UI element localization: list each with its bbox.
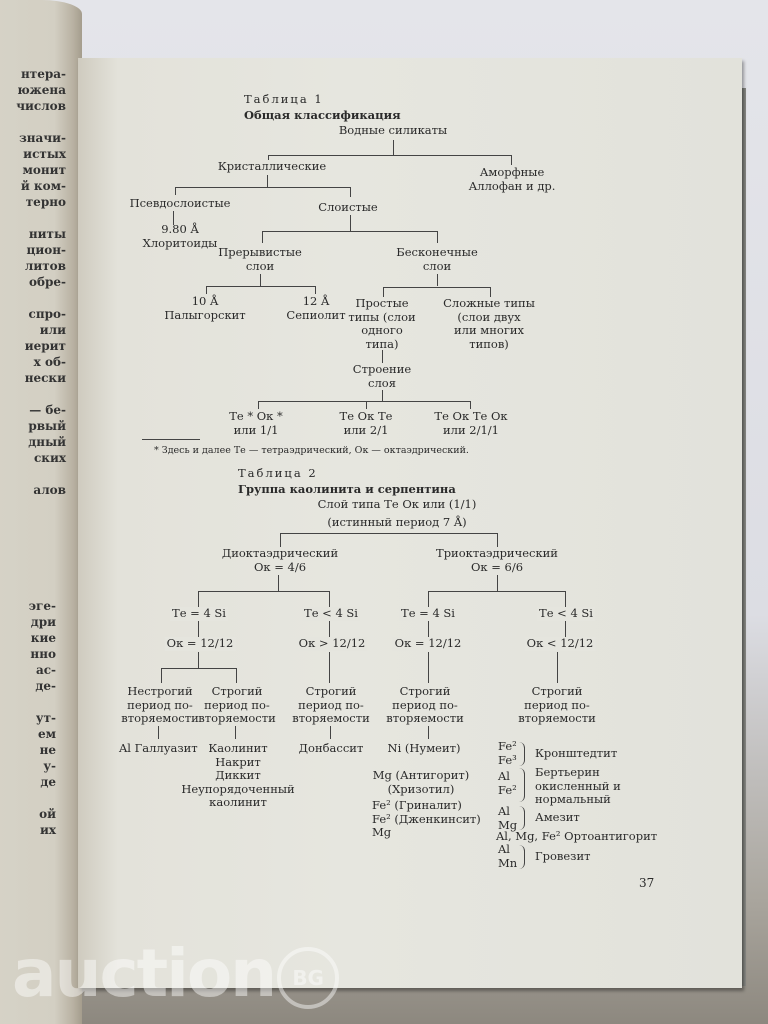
node-te-ok-te: Те Ок Те или 2/1 bbox=[339, 409, 393, 437]
mineral-kaolinite-group: Каолинит Накрит Диккит Неупорядоченный каолинит bbox=[181, 741, 295, 809]
berthierine-elements: Al Fe² bbox=[498, 769, 517, 797]
node-amorphous: Аморфные Аллофан и др. bbox=[468, 165, 556, 193]
brace-icon bbox=[519, 742, 525, 766]
node-layer-type: Слой типа Те Ок или (1/1) bbox=[317, 497, 477, 511]
period-strict-3: Строгий период по- вторяемости bbox=[386, 684, 464, 725]
node-crystalline: Кристаллические bbox=[217, 159, 327, 173]
branch-2-ok: Ок > 12/12 bbox=[298, 636, 366, 650]
mineral-donbassite: Донбассит bbox=[298, 741, 364, 755]
table-1-title: Общая классификация bbox=[244, 108, 401, 122]
node-water-silicates: Водные силикаты bbox=[338, 123, 448, 137]
node-sepiolite: 12 Å Сепиолит bbox=[286, 294, 346, 322]
node-chloritoids: 9.80 Å Хлоритоиды bbox=[142, 222, 218, 250]
brace-icon bbox=[519, 768, 525, 802]
branch-4-te: Те < 4 Si bbox=[539, 606, 593, 620]
branch-2-te: Те < 4 Si bbox=[304, 606, 358, 620]
mineral-antigorite: Mg (Антигорит) (Хризотил) bbox=[372, 768, 470, 796]
node-dioctahedral: Диоктаэдрический Ок = 4/6 bbox=[221, 546, 339, 574]
node-discontinuous-layers: Прерывистые слои bbox=[218, 245, 302, 273]
branch-1-ok: Ок = 12/12 bbox=[166, 636, 234, 650]
left-page-text-top: нтера- южена числов значи- истых монит й ком- терно ниты цион- литов обре- спро- или иерит х об- нески — бе- рвый дный ских алов bbox=[16, 67, 66, 497]
period-strict-2: Строгий период по- вторяемости bbox=[292, 684, 370, 725]
brace-icon bbox=[519, 845, 525, 869]
node-true-period: (истинный период 7 Å) bbox=[327, 515, 467, 529]
mineral-amesite: Амезит bbox=[535, 810, 580, 824]
footnote-rule bbox=[142, 439, 200, 440]
branch-3-ok: Ок = 12/12 bbox=[394, 636, 462, 650]
node-complex-types: Сложные типы (слои двух или многих типов) bbox=[443, 296, 535, 351]
cronstedtite-elements: Fe² Fe³ bbox=[498, 739, 517, 767]
branch-4-ok: Ок < 12/12 bbox=[526, 636, 594, 650]
node-pseudolayered: Псевдослоистые bbox=[129, 196, 231, 210]
table-1-caption: Таблица 1 bbox=[244, 92, 324, 106]
branch-3-te: Те = 4 Si bbox=[401, 606, 455, 620]
branch-1-te: Те = 4 Si bbox=[172, 606, 226, 620]
grovesite-elements: Al Mn bbox=[498, 842, 518, 870]
mineral-orthoantigorite: Al, Mg, Fe² Ортоантигорит bbox=[496, 829, 658, 843]
period-nonstrict: Нестрогий период по- вторяемости bbox=[121, 684, 199, 725]
mineral-fe-group: Fe² (Гриналит) Fe² (Дженкинсит) Mg bbox=[372, 798, 481, 839]
mineral-cronstedtite: Кронштедтит bbox=[535, 746, 618, 760]
watermark-logo: auction BG bbox=[12, 935, 339, 1012]
node-layer-structure: Строение слоя bbox=[352, 362, 412, 390]
page-number: 37 bbox=[639, 876, 655, 890]
node-simple-types: Простые типы (слои одного типа) bbox=[348, 296, 416, 351]
amesite-elements: Al Mg bbox=[498, 804, 518, 832]
left-page-text-bottom: эге- дри кие нно ас- де- ут- ем не у- де ой их bbox=[28, 599, 56, 837]
mineral-nepouite: Ni (Нумеит) bbox=[387, 741, 461, 755]
mineral-halloysite: Al Галлуазит bbox=[119, 741, 198, 755]
table-2-title: Группа каолинита и серпентина bbox=[238, 482, 456, 496]
node-te-ok: Те * Ок * или 1/1 bbox=[229, 409, 283, 437]
mineral-berthierine: Бертьерин окисленный и нормальный bbox=[535, 765, 621, 806]
node-trioctahedral: Триоктаэдрический Ок = 6/6 bbox=[436, 546, 558, 574]
brace-icon bbox=[519, 806, 525, 830]
node-te-ok-te-ok: Те Ок Те Ок или 2/1/1 bbox=[434, 409, 508, 437]
node-layered: Слоистые bbox=[318, 200, 378, 214]
mineral-grovesite: Гровезит bbox=[535, 849, 591, 863]
period-strict-4: Строгий период по- вторяемости bbox=[518, 684, 596, 725]
left-page bbox=[0, 0, 82, 1024]
node-infinite-layers: Бесконечные слои bbox=[396, 245, 478, 273]
node-palygorskite: 10 Å Палыгорскит bbox=[164, 294, 246, 322]
table-2-caption: Таблица 2 bbox=[238, 466, 318, 480]
period-strict-1: Строгий период по- вторяемости bbox=[198, 684, 276, 725]
footnote: * Здесь и далее Те — тетраэдрический, Ок — октаэдрический. bbox=[154, 445, 469, 456]
